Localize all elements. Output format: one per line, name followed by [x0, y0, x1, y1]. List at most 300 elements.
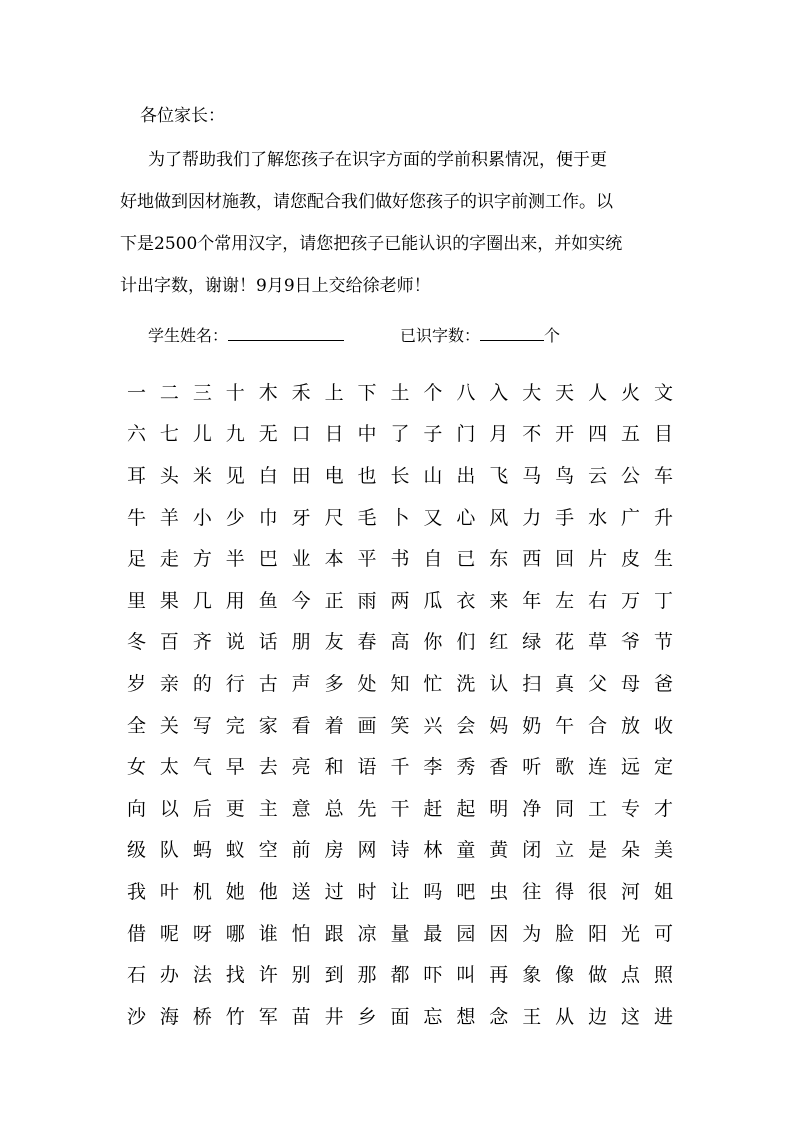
character-cell[interactable]: 红	[489, 631, 509, 654]
character-cell[interactable]: 量	[390, 922, 410, 945]
character-cell[interactable]: 忙	[423, 672, 443, 695]
character-cell[interactable]: 高	[390, 631, 410, 654]
character-cell[interactable]: 王	[522, 1005, 542, 1028]
character-cell[interactable]: 五	[621, 423, 641, 446]
character-cell[interactable]: 阳	[588, 922, 608, 945]
character-cell[interactable]: 从	[555, 1005, 575, 1028]
character-cell[interactable]: 手	[555, 506, 575, 529]
character-cell[interactable]: 了	[390, 423, 410, 446]
character-cell[interactable]: 吓	[423, 964, 443, 987]
character-cell[interactable]: 朋	[291, 631, 311, 654]
character-cell[interactable]: 山	[423, 464, 443, 487]
character-cell[interactable]: 白	[258, 464, 278, 487]
character-cell[interactable]: 以	[159, 797, 179, 820]
character-cell[interactable]: 风	[489, 506, 509, 529]
character-cell[interactable]: 皮	[621, 548, 641, 571]
character-cell[interactable]: 进	[653, 1005, 673, 1028]
character-row	[120, 372, 680, 414]
character-cell[interactable]: 李	[423, 756, 443, 779]
character-cell[interactable]: 见	[225, 464, 245, 487]
character-cell[interactable]: 笑	[390, 714, 410, 737]
character-cell[interactable]: 下	[357, 381, 377, 404]
character-row	[120, 497, 680, 539]
character-cell[interactable]: 春	[357, 631, 377, 654]
character-cell[interactable]: 太	[159, 756, 179, 779]
character-cell[interactable]: 谁	[258, 922, 278, 945]
character-cell[interactable]: 姐	[653, 880, 673, 903]
character-row	[120, 954, 680, 996]
character-cell[interactable]: 少	[225, 506, 245, 529]
character-cell[interactable]: 队	[159, 839, 179, 862]
character-cell[interactable]: 先	[357, 797, 377, 820]
character-cell[interactable]: 火	[621, 381, 641, 404]
known-count-unit: 个	[544, 328, 561, 345]
character-cell[interactable]: 爷	[621, 631, 641, 654]
character-cell[interactable]: 画	[357, 714, 377, 737]
character-cell[interactable]: 个	[423, 381, 443, 404]
character-cell[interactable]: 点	[621, 964, 641, 987]
character-cell[interactable]: 吗	[423, 880, 443, 903]
character-cell[interactable]: 机	[192, 880, 212, 903]
character-cell[interactable]: 林	[423, 839, 443, 862]
character-cell[interactable]: 牛	[126, 506, 146, 529]
character-cell[interactable]: 美	[653, 839, 673, 862]
character-cell[interactable]: 到	[324, 964, 344, 987]
character-cell[interactable]: 不	[522, 423, 542, 446]
character-cell[interactable]: 真	[555, 672, 575, 695]
character-cell[interactable]: 小	[192, 506, 212, 529]
character-cell[interactable]: 业	[291, 548, 311, 571]
character-cell[interactable]: 向	[126, 797, 146, 820]
character-cell[interactable]: 西	[522, 548, 542, 571]
character-cell[interactable]: 千	[390, 756, 410, 779]
character-cell[interactable]: 人	[588, 381, 608, 404]
character-cell[interactable]: 六	[126, 423, 146, 446]
character-row	[120, 538, 680, 580]
character-cell[interactable]: 法	[192, 964, 212, 987]
character-cell[interactable]: 半	[225, 548, 245, 571]
known-count-label: 已识字数：	[400, 328, 481, 345]
character-cell[interactable]: 目	[653, 423, 673, 446]
character-cell[interactable]: 片	[588, 548, 608, 571]
character-cell[interactable]: 放	[621, 714, 641, 737]
character-cell[interactable]: 往	[522, 880, 542, 903]
character-cell[interactable]: 话	[258, 631, 278, 654]
character-cell[interactable]: 专	[621, 797, 641, 820]
character-row	[120, 663, 680, 705]
character-cell[interactable]: 毛	[357, 506, 377, 529]
character-cell[interactable]: 主	[258, 797, 278, 820]
character-cell[interactable]: 光	[621, 922, 641, 945]
character-cell[interactable]: 巾	[258, 506, 278, 529]
character-cell[interactable]: 一	[126, 381, 146, 404]
character-cell[interactable]: 兴	[423, 714, 443, 737]
character-cell[interactable]: 她	[225, 880, 245, 903]
character-row	[120, 830, 680, 872]
character-cell[interactable]: 看	[291, 714, 311, 737]
character-cell[interactable]: 香	[489, 756, 509, 779]
character-cell[interactable]: 岁	[126, 672, 146, 695]
character-row	[120, 871, 680, 913]
character-cell[interactable]: 两	[390, 589, 410, 612]
character-cell[interactable]: 秀	[456, 756, 476, 779]
character-cell[interactable]: 远	[621, 756, 641, 779]
character-cell[interactable]: 吧	[456, 880, 476, 903]
character-row	[120, 455, 680, 497]
character-cell[interactable]: 都	[390, 964, 410, 987]
character-cell[interactable]: 赶	[423, 797, 443, 820]
character-cell[interactable]: 七	[159, 423, 179, 446]
character-cell[interactable]: 瓜	[423, 589, 443, 612]
character-cell[interactable]: 苗	[291, 1005, 311, 1028]
greeting: 各位家长：	[140, 106, 225, 126]
character-cell[interactable]: 童	[456, 839, 476, 862]
character-cell[interactable]: 子	[423, 423, 443, 446]
character-cell[interactable]: 亲	[159, 672, 179, 695]
character-cell[interactable]: 门	[456, 423, 476, 446]
character-cell[interactable]: 最	[423, 922, 443, 945]
character-grid	[120, 372, 680, 1038]
character-cell[interactable]: 哪	[225, 922, 245, 945]
character-cell[interactable]: 米	[192, 464, 212, 487]
character-cell[interactable]: 立	[555, 839, 575, 862]
character-cell[interactable]: 心	[456, 506, 476, 529]
character-cell[interactable]: 女	[126, 756, 146, 779]
character-cell[interactable]: 羊	[159, 506, 179, 529]
character-cell[interactable]: 怕	[291, 922, 311, 945]
character-cell[interactable]: 找	[225, 964, 245, 987]
character-cell[interactable]: 云	[588, 464, 608, 487]
character-cell[interactable]: 我	[126, 880, 146, 903]
character-cell[interactable]: 卜	[390, 506, 410, 529]
character-cell[interactable]: 时	[357, 880, 377, 903]
character-cell[interactable]: 头	[159, 464, 179, 487]
character-cell[interactable]: 得	[555, 880, 575, 903]
character-cell[interactable]: 丁	[653, 589, 673, 612]
character-cell[interactable]: 广	[621, 506, 641, 529]
character-cell[interactable]: 定	[653, 756, 673, 779]
character-cell[interactable]: 上	[324, 381, 344, 404]
character-cell[interactable]: 才	[653, 797, 673, 820]
character-cell[interactable]: 文	[653, 381, 673, 404]
character-cell[interactable]: 井	[324, 1005, 344, 1028]
character-cell[interactable]: 完	[225, 714, 245, 737]
character-cell[interactable]: 方	[192, 548, 212, 571]
character-cell[interactable]: 扫	[522, 672, 542, 695]
character-cell[interactable]: 禾	[291, 381, 311, 404]
character-cell[interactable]: 象	[522, 964, 542, 987]
character-cell[interactable]: 妈	[489, 714, 509, 737]
character-cell[interactable]: 大	[522, 381, 542, 404]
character-cell[interactable]: 工	[588, 797, 608, 820]
character-cell[interactable]: 脸	[555, 922, 575, 945]
character-cell[interactable]: 军	[258, 1005, 278, 1028]
character-cell[interactable]: 的	[192, 672, 212, 695]
character-row	[120, 996, 680, 1038]
character-cell[interactable]: 面	[390, 1005, 410, 1028]
character-cell[interactable]: 听	[522, 756, 542, 779]
known-count-field	[400, 324, 560, 349]
character-cell[interactable]: 语	[357, 756, 377, 779]
character-cell[interactable]: 像	[555, 964, 575, 987]
character-cell[interactable]: 说	[225, 631, 245, 654]
character-cell[interactable]: 日	[324, 423, 344, 446]
character-cell[interactable]: 今	[291, 589, 311, 612]
character-cell[interactable]: 忘	[423, 1005, 443, 1028]
character-cell[interactable]: 他	[258, 880, 278, 903]
character-cell[interactable]: 总	[324, 797, 344, 820]
character-cell[interactable]: 石	[126, 964, 146, 987]
character-cell[interactable]: 九	[225, 423, 245, 446]
character-cell[interactable]: 无	[258, 423, 278, 446]
character-cell[interactable]: 力	[522, 506, 542, 529]
character-cell[interactable]: 牙	[291, 506, 311, 529]
character-cell[interactable]: 友	[324, 631, 344, 654]
character-cell[interactable]: 回	[555, 548, 575, 571]
character-cell[interactable]: 让	[390, 880, 410, 903]
character-cell[interactable]: 念	[489, 1005, 509, 1028]
character-cell[interactable]: 意	[291, 797, 311, 820]
character-cell[interactable]: 左	[555, 589, 575, 612]
character-cell[interactable]: 可	[653, 922, 673, 945]
character-cell[interactable]: 网	[357, 839, 377, 862]
paragraph-line-3: 下是2500个常用汉字，请您把孩子已能认识的字圈出来，并如实统	[120, 234, 623, 254]
character-cell[interactable]: 木	[258, 381, 278, 404]
character-cell[interactable]: 冬	[126, 631, 146, 654]
character-cell[interactable]: 竹	[225, 1005, 245, 1028]
character-cell[interactable]: 送	[291, 880, 311, 903]
character-cell[interactable]: 尺	[324, 506, 344, 529]
character-cell[interactable]: 虫	[489, 880, 509, 903]
character-cell[interactable]: 河	[621, 880, 641, 903]
character-cell[interactable]: 跟	[324, 922, 344, 945]
character-cell[interactable]: 办	[159, 964, 179, 987]
character-cell[interactable]: 着	[324, 714, 344, 737]
character-cell[interactable]: 天	[555, 381, 575, 404]
character-cell[interactable]: 口	[291, 423, 311, 446]
character-cell[interactable]: 绿	[522, 631, 542, 654]
character-cell[interactable]: 右	[588, 589, 608, 612]
character-cell[interactable]: 蚁	[225, 839, 245, 862]
character-cell[interactable]: 黄	[489, 839, 509, 862]
character-cell[interactable]: 鱼	[258, 589, 278, 612]
character-cell[interactable]: 叫	[456, 964, 476, 987]
character-cell[interactable]: 来	[489, 589, 509, 612]
character-cell[interactable]: 朵	[621, 839, 641, 862]
character-cell[interactable]: 又	[423, 506, 443, 529]
character-cell[interactable]: 许	[258, 964, 278, 987]
character-cell[interactable]: 花	[555, 631, 575, 654]
character-cell[interactable]: 照	[653, 964, 673, 987]
student-name-field	[148, 324, 344, 349]
character-cell[interactable]: 桥	[192, 1005, 212, 1028]
character-cell[interactable]: 走	[159, 548, 179, 571]
character-cell[interactable]: 同	[555, 797, 575, 820]
character-cell[interactable]: 会	[456, 714, 476, 737]
character-cell[interactable]: 洗	[456, 672, 476, 695]
character-cell[interactable]: 水	[588, 506, 608, 529]
character-cell[interactable]: 和	[324, 756, 344, 779]
character-cell[interactable]: 们	[456, 631, 476, 654]
character-cell[interactable]: 你	[423, 631, 443, 654]
character-cell[interactable]: 平	[357, 548, 377, 571]
character-cell[interactable]: 入	[489, 381, 509, 404]
character-cell[interactable]: 是	[588, 839, 608, 862]
character-cell[interactable]: 奶	[522, 714, 542, 737]
paragraph-line-4: 计出字数，谢谢！9月9日上交给徐老师！	[120, 276, 431, 296]
character-cell[interactable]: 净	[522, 797, 542, 820]
character-cell[interactable]: 后	[192, 797, 212, 820]
character-cell[interactable]: 草	[588, 631, 608, 654]
character-cell[interactable]: 声	[291, 672, 311, 695]
character-cell[interactable]: 因	[489, 922, 509, 945]
character-cell[interactable]: 月	[489, 423, 509, 446]
character-cell[interactable]: 开	[555, 423, 575, 446]
character-cell[interactable]: 合	[588, 714, 608, 737]
character-cell[interactable]: 空	[258, 839, 278, 862]
character-cell[interactable]: 这	[621, 1005, 641, 1028]
character-cell[interactable]: 呢	[159, 922, 179, 945]
character-cell[interactable]: 百	[159, 631, 179, 654]
character-cell[interactable]: 公	[621, 464, 641, 487]
character-cell[interactable]: 用	[225, 589, 245, 612]
character-cell[interactable]: 诗	[390, 839, 410, 862]
character-cell[interactable]: 关	[159, 714, 179, 737]
character-cell[interactable]: 儿	[192, 423, 212, 446]
character-cell[interactable]: 写	[192, 714, 212, 737]
character-cell[interactable]: 多	[324, 672, 344, 695]
character-cell[interactable]: 十	[225, 381, 245, 404]
character-cell[interactable]: 午	[555, 714, 575, 737]
character-cell[interactable]: 爸	[653, 672, 673, 695]
known-count-blank[interactable]	[480, 324, 544, 341]
character-cell[interactable]: 三	[192, 381, 212, 404]
character-cell[interactable]: 边	[588, 1005, 608, 1028]
character-cell[interactable]: 马	[522, 464, 542, 487]
character-cell[interactable]: 东	[489, 548, 509, 571]
character-row	[120, 913, 680, 955]
character-cell[interactable]: 衣	[456, 589, 476, 612]
character-cell[interactable]: 前	[291, 839, 311, 862]
character-cell[interactable]: 父	[588, 672, 608, 695]
character-cell[interactable]: 别	[291, 964, 311, 987]
character-cell[interactable]: 出	[456, 464, 476, 487]
character-cell[interactable]: 中	[357, 423, 377, 446]
character-cell[interactable]: 早	[225, 756, 245, 779]
character-cell[interactable]: 园	[456, 922, 476, 945]
character-row	[120, 788, 680, 830]
character-cell[interactable]: 车	[653, 464, 673, 487]
character-cell[interactable]: 自	[423, 548, 443, 571]
character-cell[interactable]: 过	[324, 880, 344, 903]
character-cell[interactable]: 明	[489, 797, 509, 820]
character-cell[interactable]: 乡	[357, 1005, 377, 1028]
character-row	[120, 746, 680, 788]
character-cell[interactable]: 正	[324, 589, 344, 612]
character-cell[interactable]: 级	[126, 839, 146, 862]
paragraph-line-1: 为了帮助我们了解您孩子在识字方面的学前积累情况，便于更	[148, 150, 607, 170]
character-cell[interactable]: 里	[126, 589, 146, 612]
character-cell[interactable]: 本	[324, 548, 344, 571]
character-cell[interactable]: 歌	[555, 756, 575, 779]
character-cell[interactable]: 电	[324, 464, 344, 487]
character-cell[interactable]: 年	[522, 589, 542, 612]
character-cell[interactable]: 想	[456, 1005, 476, 1028]
character-cell[interactable]: 土	[390, 381, 410, 404]
character-row	[120, 414, 680, 456]
character-cell[interactable]: 已	[456, 548, 476, 571]
character-cell[interactable]: 为	[522, 922, 542, 945]
character-cell[interactable]: 很	[588, 880, 608, 903]
character-row	[120, 622, 680, 664]
character-cell[interactable]: 行	[225, 672, 245, 695]
student-name-blank[interactable]	[228, 324, 344, 341]
character-cell[interactable]: 耳	[126, 464, 146, 487]
character-cell[interactable]: 知	[390, 672, 410, 695]
character-cell[interactable]: 起	[456, 797, 476, 820]
character-cell[interactable]: 那	[357, 964, 377, 987]
paragraph-line-2: 好地做到因材施教，请您配合我们做好您孩子的识字前测工作。以	[120, 192, 613, 212]
character-cell[interactable]: 果	[159, 589, 179, 612]
character-cell[interactable]: 生	[653, 548, 673, 571]
character-cell[interactable]: 沙	[126, 1005, 146, 1028]
character-cell[interactable]: 母	[621, 672, 641, 695]
character-cell[interactable]: 巴	[258, 548, 278, 571]
character-cell[interactable]: 鸟	[555, 464, 575, 487]
character-cell[interactable]: 二	[159, 381, 179, 404]
character-cell[interactable]: 万	[621, 589, 641, 612]
character-cell[interactable]: 去	[258, 756, 278, 779]
character-cell[interactable]: 齐	[192, 631, 212, 654]
character-cell[interactable]: 飞	[489, 464, 509, 487]
character-cell[interactable]: 房	[324, 839, 344, 862]
character-cell[interactable]: 全	[126, 714, 146, 737]
character-cell[interactable]: 几	[192, 589, 212, 612]
character-cell[interactable]: 更	[225, 797, 245, 820]
character-cell[interactable]: 长	[390, 464, 410, 487]
character-cell[interactable]: 连	[588, 756, 608, 779]
character-cell[interactable]: 处	[357, 672, 377, 695]
character-cell[interactable]: 雨	[357, 589, 377, 612]
character-cell[interactable]: 叶	[159, 880, 179, 903]
character-cell[interactable]: 认	[489, 672, 509, 695]
character-cell[interactable]: 干	[390, 797, 410, 820]
character-cell[interactable]: 八	[456, 381, 476, 404]
character-row	[120, 705, 680, 747]
character-cell[interactable]: 海	[159, 1005, 179, 1028]
character-cell[interactable]: 呀	[192, 922, 212, 945]
character-cell[interactable]: 气	[192, 756, 212, 779]
character-cell[interactable]: 凉	[357, 922, 377, 945]
character-cell[interactable]: 田	[291, 464, 311, 487]
character-cell[interactable]: 也	[357, 464, 377, 487]
character-row	[120, 580, 680, 622]
character-cell[interactable]: 足	[126, 548, 146, 571]
character-cell[interactable]: 四	[588, 423, 608, 446]
character-cell[interactable]: 升	[653, 506, 673, 529]
character-cell[interactable]: 古	[258, 672, 278, 695]
character-cell[interactable]: 借	[126, 922, 146, 945]
character-cell[interactable]: 收	[653, 714, 673, 737]
character-cell[interactable]: 亮	[291, 756, 311, 779]
character-cell[interactable]: 书	[390, 548, 410, 571]
character-cell[interactable]: 节	[653, 631, 673, 654]
character-cell[interactable]: 闭	[522, 839, 542, 862]
character-cell[interactable]: 家	[258, 714, 278, 737]
character-cell[interactable]: 做	[588, 964, 608, 987]
character-cell[interactable]: 蚂	[192, 839, 212, 862]
character-cell[interactable]: 再	[489, 964, 509, 987]
